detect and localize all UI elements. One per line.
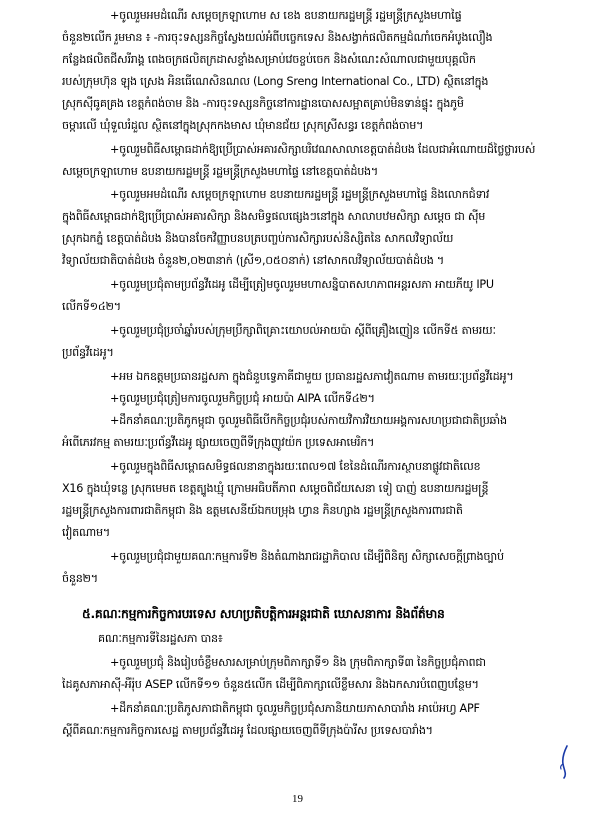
paragraph-line: +ចូលរួមប្រជុំជាមួយគណៈកម្មការទី២ និងតំណាងរាជរដ្ឋាភិបាល ដើម្បីពិនិត្យ សិក្សាសេចក្តីព្រាងច្បាប់ — [110, 550, 504, 563]
paragraph-line: ចំនួន២លើក រួមមាន ៖ -ការចុះទស្សនកិច្ចស្វែងយល់អំពីបច្ចេកទេស និងសង្វាក់ផលិតកម្មដំណាំចេកអំបូងលឿង — [62, 31, 493, 44]
paragraph-line: ចម្ការលើ ឃុំទួលរំដួល ស្ថិតនៅក្នុងស្រុកកងមាស ឃុំមានជ័យ ស្រុកស្រីសន្ធរ ខេត្តកំពង់ចាម។ — [62, 119, 424, 132]
paragraph-line: អំពើភេរវកម្ម តាមរយៈប្រព័ន្ធវីដេអូ ផ្សាយចេញពីទីក្រុងញូវយ៉ក ប្រទេសអាមេរិក។ — [62, 436, 375, 449]
handwritten-mark-icon — [558, 744, 572, 780]
paragraph-line: រដ្ឋមន្រ្តីក្រសួងការពារជាតិកម្ពុជា និង ឧត្តមសេនីយ៍ឯកបម្រុង ហ្វាន ភិនហ្សាង រដ្ឋមន្រ្តីក្រសួងការពារជាតិ — [62, 504, 463, 517]
paragraph-line: ក្នុងពិធីសម្ពោធដាក់ឱ្យប្រើប្រាស់អគារសិក្សា និងសមិទ្ធផលផ្សេងៗនៅក្នុង សាលាបឋមសិក្សា សម្តេច ជា ស៊ីម — [62, 210, 486, 223]
paragraph-line: ស្តីពីគណៈកម្មការកិច្ចការសេដ្ឋ តាមប្រព័ន្ធវីដេអូ ដែលផ្សាយចេញពីទីក្រុងប៉ារីស ប្រទេសបារាំង។ — [62, 724, 433, 737]
paragraph-line: របស់ក្រុមហ៊ុន ឡុង ស្រេង អិនធើណេសិនណល (Long Sreng International Co., LTD) ស្ថិតនៅក្នុង — [62, 75, 489, 88]
section-heading: ៥.គណៈកម្មការកិច្ចការបរទេស សហប្រតិបត្តិការអន្តរជាតិ ឃោសនាការ និងព័ត៌មាន — [82, 606, 445, 621]
paragraph-line: +ចូលរួមប្រជុំ និងរៀបចំខ្លឹមសារសម្រាប់ក្រុមពិភាក្សាទី១ និង ក្រុមពិភាក្សាទី៣ នៃកិច្ចប្រជុំភាពជា — [110, 656, 486, 669]
paragraph-line: +ចូលរួមប្រជុំតាមប្រព័ន្ធវីដេអូ ដើម្បីត្រៀមចូលរួមមហាសន្និបាតសហភាពអន្តរសភា អាយភីយូ IPU — [110, 278, 494, 291]
paragraph-line: +ចូលរួមអមដំណើរ សម្តេចក្រឡាហោម ស ខេង ឧបនាយករដ្ឋមន្រ្តី រដ្ឋមន្រ្តីក្រសួងមហាផ្ទៃ — [110, 9, 462, 22]
paragraph-line: ប្រព័ន្ធវីដេអូ។ — [62, 346, 114, 359]
paragraph-line: ស្រុកឯកភ្នំ ខេត្តបាត់ដំបង និងបានចែកវិញ្ញាបនបត្របញ្ចប់ការសិក្សារបស់និស្សិតនៃ សាកលវិទ្យាល័យ — [62, 232, 454, 245]
paragraph-line: វិទ្យាល័យជាតិបាត់ដំបង ចំនួន២,០២៣នាក់ (ស្រី១,០៥០នាក់) នៅសាកលវិទ្យាល័យបាត់ដំបង ។ — [62, 254, 445, 267]
paragraph-line: +ដឹកនាំគណៈប្រតិភូកម្ពុជា ចូលរួមពិធីបើកកិច្ចប្រជុំរបស់កាយវិការវិយាយអង្គការសហប្រជាជាតិប្រឆាំង — [110, 414, 507, 427]
paragraph-line: ស្រុកស៊ីធូគគ្រង ខេត្តកំពង់ចាម និង -ការចុះទស្សនកិច្ចនៅការដ្ឋានបោសសម្អាតគ្រាប់មិនទាន់ផ្ទុះ ក្នុងភូមិ — [62, 97, 464, 110]
paragraph-line: កន្លែងផលិតជីសរីរាង្គ ពេងចក្រផលិតក្រដាសខ្ទាំងសម្រាប់វេចខ្ចប់ចេក និងសំណេះសំណាលជាមួយបុគ្គលិក — [62, 53, 476, 66]
paragraph-line: ដៃគូសភាអាស៊ី-អឺរ៉ុប ASEP លើកទី១១ ចំនួន៥លើក ដើម្បីពិភាក្សាលើខ្លឹមសារ និងឯកសារបំពេញបន្ថែម។ — [62, 678, 479, 691]
paragraph-line: +ដឹកនាំគណៈប្រតិភូសភាជាតិកម្ពុជា ចូលរួមកិច្ចប្រជុំសភានិយាយភាសាបារាំង អាប៉េអហ្វ APF — [110, 702, 480, 715]
paragraph-line: វៀតណាម។ — [62, 526, 110, 539]
paragraph-line: លើកទី១៤២។ — [62, 300, 121, 313]
paragraph-line: ចំនួន២។ — [62, 572, 98, 585]
paragraph-line: សម្តេចក្រឡាហោម ឧបនាយករដ្ឋមន្រ្តី រដ្ឋមន្រ្តីក្រសួងមហាផ្ទៃ នៅខេត្តបាត់ដំបង។ — [62, 165, 379, 178]
paragraph-line: +ចូលរួមពិធីសម្ពោធដាក់ឱ្យប្រើប្រាស់អគារសិក្សាបរិវេណសាលាខេត្តបាត់ដំបង ដែលជាអំណោយដ៏ថ្លៃថ្លារបស់ — [110, 143, 536, 156]
paragraph-line: X16 ក្នុងឃុំទន្លេ ស្រុកមេមត ខេត្តត្បូងឃ្មុំ ក្រោមអធិបតីភាព សម្តេចពិជ័យសេនា ទៀ បាញ់ ឧបនាយករដ្ឋមន្រ្តី — [62, 482, 489, 495]
paragraph-line: +ចូលរួមក្នុងពិធីសម្ពោធសមិទ្ធផលនានាក្នុងរយៈពេល១៧ ខែនៃដំណើរការស្ថាបនាផ្លូវជាតិលេខ — [110, 460, 481, 473]
paragraph-line: +អម ឯកឧត្តមប្រធានរដ្ឋសភា ក្នុងជំនួបទ្វេភាគីជាមួយ ប្រធានរដ្ឋសភាវៀតណាម តាមរយៈប្រព័ន្ធវីដេអូ។ — [110, 370, 514, 383]
paragraph-line: +ចូលរួមប្រជុំប្រចាំឆ្នាំរបស់ក្រុមប្រឹក្សាពិគ្រោះយោបល់អាយប៉ា ស្តីពីគ្រឿងញៀន លើកទី៥ តាមរយៈ — [110, 324, 496, 337]
paragraph-line: +ចូលរួមប្រជុំត្រៀមការចូលរួមកិច្ចប្រជុំ អាយប៉ា AIPA លើកទី៤២។ — [110, 392, 375, 405]
page-number: 19 — [292, 793, 303, 805]
section-intro: គណៈកម្មការទីនៃរដ្ឋសភា បាន៖ — [98, 632, 223, 645]
paragraph-line: +ចូលរួមអមដំណើរ សម្តេចក្រឡាហោម ឧបនាយករដ្ឋមន្រ្តី រដ្ឋមន្រ្តីក្រសួងមហាផ្ទៃ និងលោកជំទាវ — [110, 188, 490, 201]
